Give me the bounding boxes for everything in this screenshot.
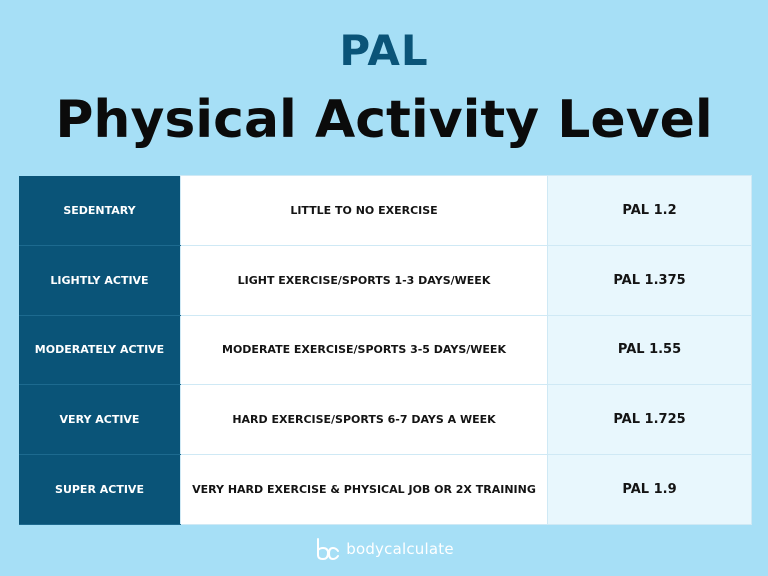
activity-description-cell: LITTLE TO NO EXERCISE <box>181 176 548 246</box>
table-row <box>19 176 752 246</box>
pal-value-cell: PAL 1.55 <box>548 315 752 385</box>
brand-name: bodycalculate <box>346 540 454 558</box>
activity-level-cell: SEDENTARY <box>19 176 181 246</box>
table-row <box>19 245 752 315</box>
activity-description-cell: VERY HARD EXERCISE & PHYSICAL JOB OR 2X TRAINING <box>181 455 548 525</box>
brand-footer <box>0 535 768 563</box>
pal-value-cell: PAL 1.725 <box>548 385 752 455</box>
activity-level-cell: SUPER ACTIVE <box>19 455 181 525</box>
bc-logo-icon <box>314 537 340 561</box>
activity-description-cell: MODERATE EXERCISE/SPORTS 3-5 DAYS/WEEK <box>181 315 548 385</box>
activity-level-table <box>19 175 752 525</box>
activity-level-cell: LIGHTLY ACTIVE <box>19 245 181 315</box>
pal-value-cell: PAL 1.2 <box>548 176 752 246</box>
table-row <box>19 315 752 385</box>
activity-level-cell: VERY ACTIVE <box>19 385 181 455</box>
page-acronym: PAL <box>339 26 429 75</box>
activity-description-cell: HARD EXERCISE/SPORTS 6-7 DAYS A WEEK <box>181 385 548 455</box>
page-title: Physical Activity Level <box>55 90 713 150</box>
activity-description-cell: LIGHT EXERCISE/SPORTS 1-3 DAYS/WEEK <box>181 245 548 315</box>
pal-value-cell: PAL 1.9 <box>548 455 752 525</box>
activity-level-cell: MODERATELY ACTIVE <box>19 315 181 385</box>
table-row <box>19 385 752 455</box>
table-row <box>19 455 752 525</box>
pal-value-cell: PAL 1.375 <box>548 245 752 315</box>
